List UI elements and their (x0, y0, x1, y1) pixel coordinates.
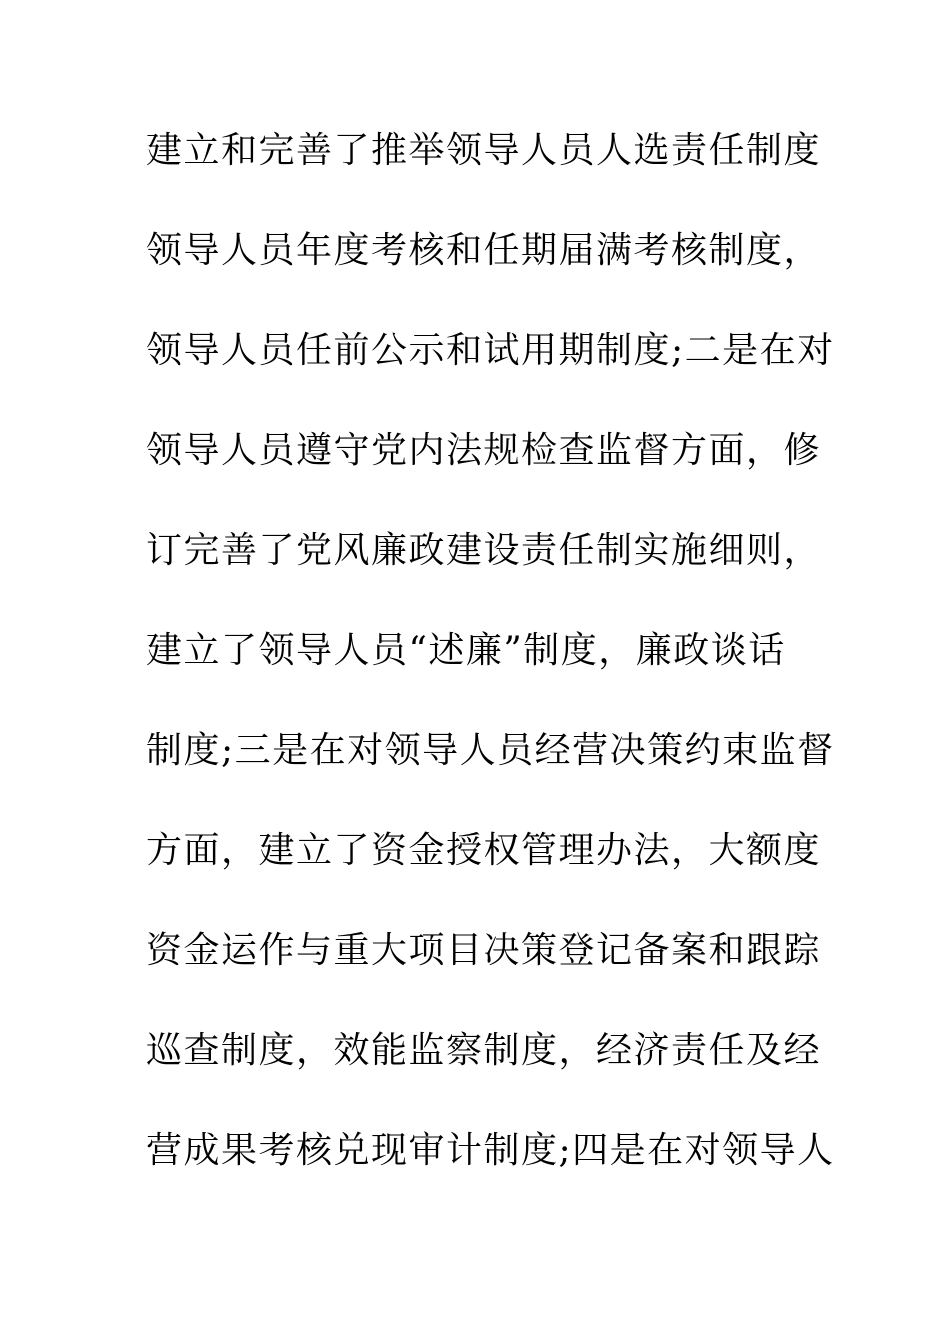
body-text (146, 126, 835, 1226)
text-line: 领导人员任前公示和试用期制度;二是在对 (146, 330, 835, 371)
text-line: 建立了领导人员“述廉”制度，廉政谈话 (146, 630, 786, 671)
text-line: 建立和完善了推举领导人员人选责任制度 (146, 130, 822, 171)
text-line: 方面，建立了资金授权管理办法，大额度 (146, 830, 822, 871)
text-line: 制度;三是在对领导人员经营决策约束监督 (146, 730, 835, 771)
text-line: 领导人员遵守党内法规检查监督方面，修 (146, 430, 822, 471)
text-line: 订完善了党风廉政建设责任制实施细则， (146, 530, 822, 571)
text-line: 巡查制度，效能监察制度，经济责任及经 (146, 1030, 822, 1071)
text-line: 资金运作与重大项目决策登记备案和跟踪 (146, 930, 822, 971)
text-line: 领导人员年度考核和任期届满考核制度， (146, 230, 822, 271)
text-line: 营成果考核兑现审计制度;四是在对领导人 (146, 1130, 835, 1171)
